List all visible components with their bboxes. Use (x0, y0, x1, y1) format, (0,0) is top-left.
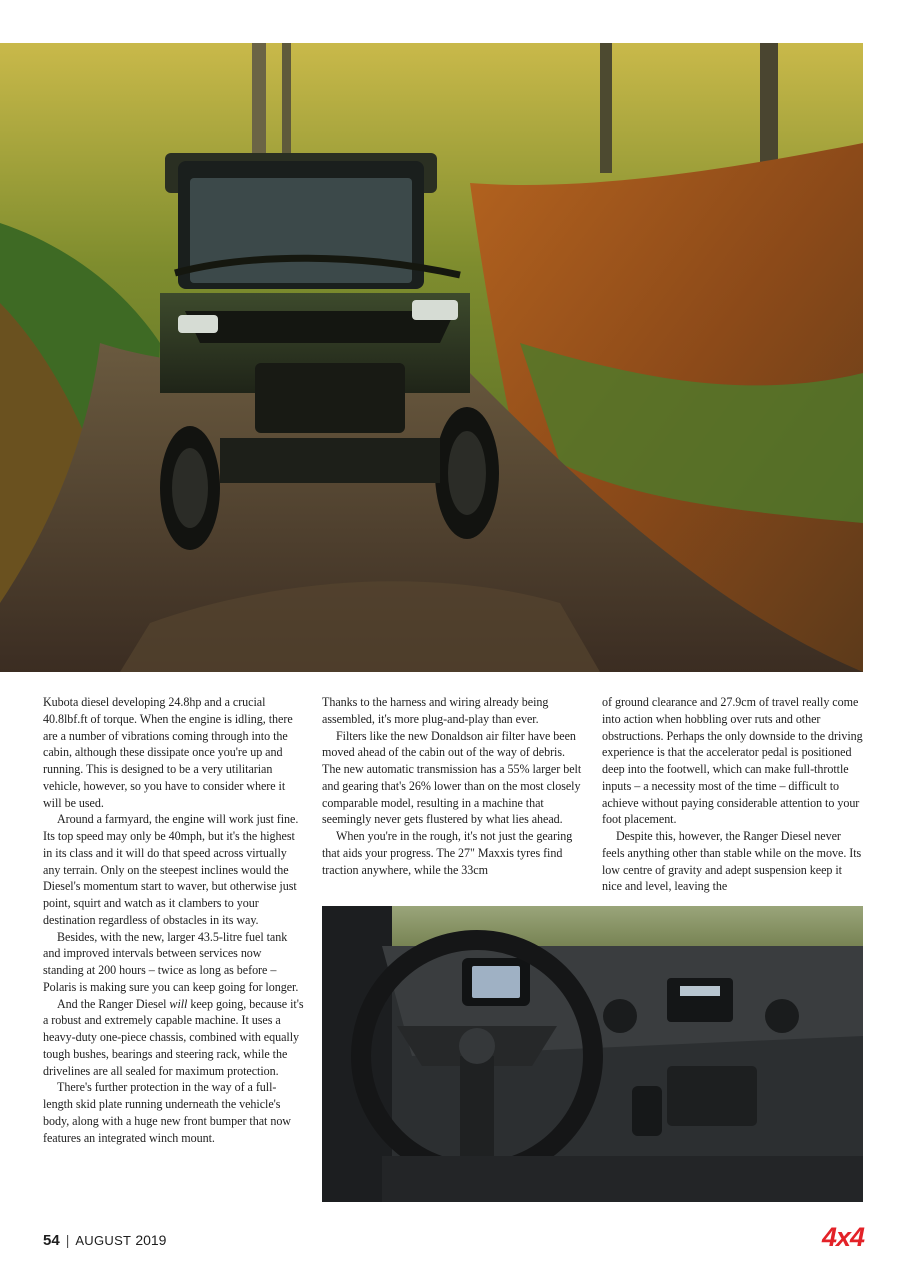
paragraph: There's further protection in the way of a full-length skid plate running underneath the vehicle's body, along with a huge new front bumper that now features an integrated winch mount. (43, 1080, 291, 1145)
text-column-1 (43, 694, 305, 1146)
issue-year: 2019 (135, 1232, 167, 1248)
dashboard-photo-steering-wheel (322, 906, 863, 1202)
paragraph-text: And the Ranger Diesel (57, 996, 170, 1011)
paragraph: Filters like the new Donaldson air filter have been moved ahead of the cabin out of the way of debris. The new automatic transmission has a 55% larger belt and gearing that's 26% lower than on the most closely comparable model, resulting in a machine that seemingly never gets flustered by what lies ahead. (322, 728, 582, 827)
paragraph: Thanks to the harness and wiring already being assembled, it's more plug-and-play than ever. (322, 695, 549, 726)
paragraph: Besides, with the new, larger 43.5-litre fuel tank and improved intervals between services now standing at 200 hours – twice as long as before – Polaris is making sure you can keep going for longer. (43, 929, 299, 994)
paragraph: Despite this, however, the Ranger Diesel never feels anything other than stable while on the move. Its low centre of gravity and adept suspension keep it nice and level, leaving the (602, 829, 862, 894)
hero-photo-utv-woodland (0, 43, 863, 672)
page-number: 54 (43, 1232, 60, 1249)
page-folio (43, 1232, 166, 1249)
paragraph: Around a farmyard, the engine will work just fine. Its top speed may only be 40mph, but it's the highest in its class and it will do that speed across virtually any terrain. Only on the steepest inclines would the Diesel's momentum start to waver, but otherwise just point, squirt and watch as it clambers to your destination regardless of obstacles in its way. (43, 812, 299, 927)
emphasis-text: will (169, 996, 188, 1011)
paragraph: of ground clearance and 27.9cm of travel really come into action when hobbling over ruts and other obstructions. Perhaps the only downside to the driving experience is that the accelerator pedal is positioned deep into the footwell, which can make full-throttle inputs – a necessity most of the time – difficult to achieve without paying considerable attention to your foot placement. (602, 695, 863, 827)
paragraph: Kubota diesel developing 24.8hp and a crucial 40.8lbf.ft of torque. When the engine is idling, there are a number of vibrations coming through into the cabin, although these dissipate once you're up and running. This is designed to be a very utilitarian vehicle, however, so you have to consider where it will be used. (43, 695, 293, 810)
folio-separator: | (65, 1232, 70, 1248)
text-column-3 (602, 694, 864, 895)
issue-month: AUGUST (75, 1233, 132, 1248)
paragraph (43, 996, 305, 1080)
paragraph: When you're in the rough, it's not just the gearing that aids your progress. The 27" Maxxis tyres find traction anywhere, while the 33cm (322, 829, 573, 877)
text-column-2 (322, 694, 584, 878)
paragraph-text: keep going, because it's a robust and extremely capable machine. It uses a heavy-duty one-piece chassis, combined with equally tough bushes, bearings and steering rack, while the drivelines are all sealed for maximum protection. (43, 996, 304, 1078)
magazine-logo: 4x4 (821, 1222, 864, 1252)
